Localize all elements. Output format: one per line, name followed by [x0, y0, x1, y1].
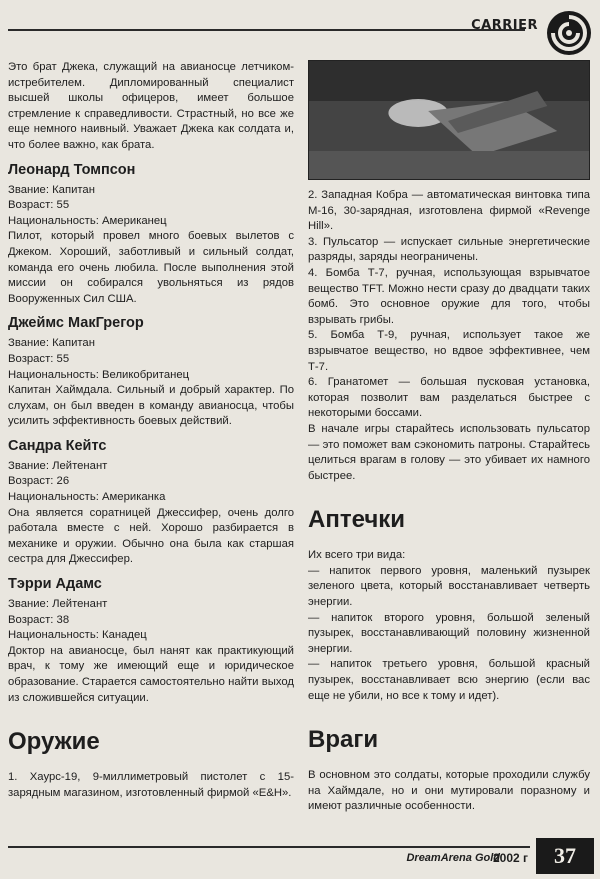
character-name: Сандра Кейтс: [8, 437, 107, 454]
character-rank: Звание: Лейтенант: [8, 598, 108, 611]
issue-year: 2002 г: [492, 851, 528, 865]
character-description: Пилот, который провел много боевых вылетов с Джеком. Хороший, заботливый и сильный солдат, команда его очень любила. После выполнения этой миссии он собирался увольняться из рядов Вооруженных Сил США.: [8, 230, 294, 305]
weapon-item: 2. Западная Кобра — автоматическая винтовка типа М-16, 30-зарядная, изготовлена фирмой «Revenge Hill».: [308, 189, 590, 233]
weapon-item: 5. Бомба Т-9, ручная, использует такое же взрывчатое вещество, но вдвое эффективнее, чем Т-7.: [308, 329, 590, 373]
character-age: Возраст: 26: [8, 475, 70, 488]
character-age: Возраст: 38: [8, 613, 70, 626]
medkit-item: — напиток третьего уровня, большой красный пузырек, восстанавливает всю энергию (если вас еще не убили, но все к тому и идет).: [308, 658, 590, 702]
character-rank: Звание: Лейтенант: [8, 459, 108, 472]
character-description: Она является соратницей Джессифер, очень долго работала вместе с ней. Хорошо разбирается в механике и оружии. Обычно она была как старшая сестра для Джессифер.: [8, 506, 294, 566]
enemies-heading: Враги: [308, 726, 379, 754]
medkits-intro: Их всего три вида:: [308, 549, 406, 562]
medkit-item: — напиток второго уровня, большой зеленый пузырек, восстанавливающий половину жизненной энергии.: [308, 611, 590, 655]
medkits-heading: Аптечки: [308, 506, 406, 534]
weapons-heading: Оружие: [8, 728, 100, 756]
game-screenshot: [308, 60, 590, 180]
character-entry: [8, 437, 294, 568]
character-nationality: Национальность: Канадец: [8, 629, 147, 642]
weapon-item: 3. Пульсатор — испускает сильные энергетические разряды, заряды неограничены.: [308, 235, 590, 264]
weapon-item: 1. Хаурс-19, 9-миллиметровый пистолет с 15-зарядным магазином, изготовленный фирмой «E&H».: [8, 771, 294, 799]
dreamcast-swirl-icon: [544, 8, 594, 58]
character-entry: [8, 314, 294, 430]
header-rule: [8, 29, 525, 31]
character-description: Доктор на авианосце, был нанят как практикующий врач, к тому же имеющий еще и юридическое образование. Старается самостоятельно найти выход из сложившейся ситуации.: [8, 644, 294, 704]
character-nationality: Национальность: Великобританец: [8, 368, 190, 381]
character-rank: Звание: Капитан: [8, 183, 95, 196]
left-column: [8, 60, 294, 801]
page-number: 37: [536, 838, 594, 874]
character-rank: Звание: Капитан: [8, 337, 95, 350]
weapon-item: 6. Гранатомет — большая пусковая установка, которая позволит вам разделаться быстрее с некоторыми боссами.: [308, 376, 590, 420]
character-age: Возраст: 55: [8, 352, 70, 365]
magazine-name: DreamArena Gold: [406, 852, 500, 864]
intro-paragraph: Это брат Джека, служащий на авианосце летчиком-истребителем. Дипломированный специалист высшей школы офицеров, имеет большое стремление к справедливости. Страстный, но все же еще немного наивный. Уважает Джека как солдата и, что более важно, как брата.: [8, 61, 294, 151]
character-nationality: Национальность: Американец: [8, 214, 167, 227]
character-name: Джеймс МакГрегор: [8, 315, 144, 332]
enemies-paragraph: В основном это солдаты, которые проходили службу на Хаймдале, но и они мутировали поразному и имеют различные особенности.: [308, 769, 590, 813]
character-nationality: Национальность: Американка: [8, 491, 166, 504]
character-name: Леонард Томпсон: [8, 161, 136, 178]
character-description: Капитан Хаймдала. Сильный и добрый характер. По слухам, он был введен в команду авианосца, чтобы усилить эффективность боевых действий.: [8, 384, 294, 428]
tip-paragraph: В начале игры старайтесь использовать пульсатор — это поможет вам сэкономить патроны. Старайтесь целиться врагам в голову — это убивает их намного быстрее.: [308, 422, 590, 482]
weapon-item: 4. Бомба Т-7, ручная, использующая взрывчатое вещество TFT. Можно нести сразу до двадцати таких бомб. Это основное оружие для того, чтобы взрывать грибы.: [308, 266, 590, 326]
footer-rule: [8, 846, 530, 848]
right-column: [308, 60, 590, 815]
character-age: Возраст: 55: [8, 199, 70, 212]
character-entry: [8, 161, 294, 308]
section-tag: CARRIER: [471, 18, 538, 33]
character-entry: [8, 575, 294, 706]
character-name: Тэрри Адамс: [8, 576, 102, 593]
medkit-item: — напиток первого уровня, маленький пузырек зеленого цвета, который восстанавливает четверть энергии.: [308, 564, 590, 609]
